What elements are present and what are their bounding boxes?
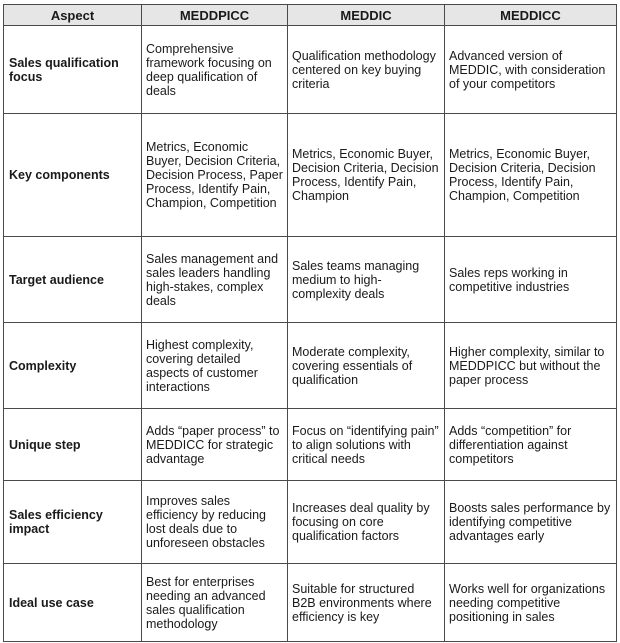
table-row bbox=[4, 26, 617, 114]
table-row bbox=[4, 564, 617, 642]
meddicc-cell: Sales reps working in competitive industries bbox=[445, 237, 617, 323]
meddicc-cell: Boosts sales performance by identifying competitive advantages early bbox=[445, 481, 617, 564]
meddpicc-cell: Comprehensive framework focusing on deep qualification of deals bbox=[142, 26, 288, 114]
meddic-cell: Qualification methodology centered on key buying criteria bbox=[288, 26, 445, 114]
table-row bbox=[4, 237, 617, 323]
header-meddicc: MEDDICC bbox=[445, 5, 617, 26]
header-meddic: MEDDIC bbox=[288, 5, 445, 26]
comparison-table bbox=[3, 4, 617, 642]
meddicc-cell: Works well for organizations needing competitive positioning in sales bbox=[445, 564, 617, 642]
meddpicc-cell: Improves sales efficiency by reducing lost deals due to unforeseen obstacles bbox=[142, 481, 288, 564]
meddicc-cell: Metrics, Economic Buyer, Decision Criteria, Decision Process, Identify Pain, Champion, Competition bbox=[445, 114, 617, 237]
header-aspect: Aspect bbox=[4, 5, 142, 26]
aspect-cell: Sales efficiency impact bbox=[4, 481, 142, 564]
meddic-cell: Focus on “identifying pain” to align solutions with critical needs bbox=[288, 409, 445, 481]
aspect-cell: Target audience bbox=[4, 237, 142, 323]
meddicc-cell: Adds “competition” for differentiation against competitors bbox=[445, 409, 617, 481]
meddpicc-cell: Sales management and sales leaders handling high-stakes, complex deals bbox=[142, 237, 288, 323]
aspect-cell: Complexity bbox=[4, 323, 142, 409]
aspect-cell: Key components bbox=[4, 114, 142, 237]
meddic-cell: Suitable for structured B2B environments where efficiency is key bbox=[288, 564, 445, 642]
header-row bbox=[4, 5, 617, 26]
aspect-cell: Ideal use case bbox=[4, 564, 142, 642]
table-row bbox=[4, 114, 617, 237]
meddic-cell: Increases deal quality by focusing on core qualification factors bbox=[288, 481, 445, 564]
meddicc-cell: Higher complexity, similar to MEDDPICC but without the paper process bbox=[445, 323, 617, 409]
meddpicc-cell: Best for enterprises needing an advanced sales qualification methodology bbox=[142, 564, 288, 642]
comparison-table-wrapper bbox=[3, 4, 617, 642]
meddicc-cell: Advanced version of MEDDIC, with consideration of your competitors bbox=[445, 26, 617, 114]
meddpicc-cell: Highest complexity, covering detailed aspects of customer interactions bbox=[142, 323, 288, 409]
table-row bbox=[4, 481, 617, 564]
table-row bbox=[4, 409, 617, 481]
meddic-cell: Sales teams managing medium to high-complexity deals bbox=[288, 237, 445, 323]
meddic-cell: Metrics, Economic Buyer, Decision Criteria, Decision Process, Identify Pain, Champion bbox=[288, 114, 445, 237]
meddpicc-cell: Metrics, Economic Buyer, Decision Criteria, Decision Process, Paper Process, Identify Pain, Champion, Competition bbox=[142, 114, 288, 237]
meddic-cell: Moderate complexity, covering essentials of qualification bbox=[288, 323, 445, 409]
aspect-cell: Unique step bbox=[4, 409, 142, 481]
header-meddpicc: MEDDPICC bbox=[142, 5, 288, 26]
aspect-cell: Sales qualification focus bbox=[4, 26, 142, 114]
meddpicc-cell: Adds “paper process” to MEDDICC for strategic advantage bbox=[142, 409, 288, 481]
table-row bbox=[4, 323, 617, 409]
